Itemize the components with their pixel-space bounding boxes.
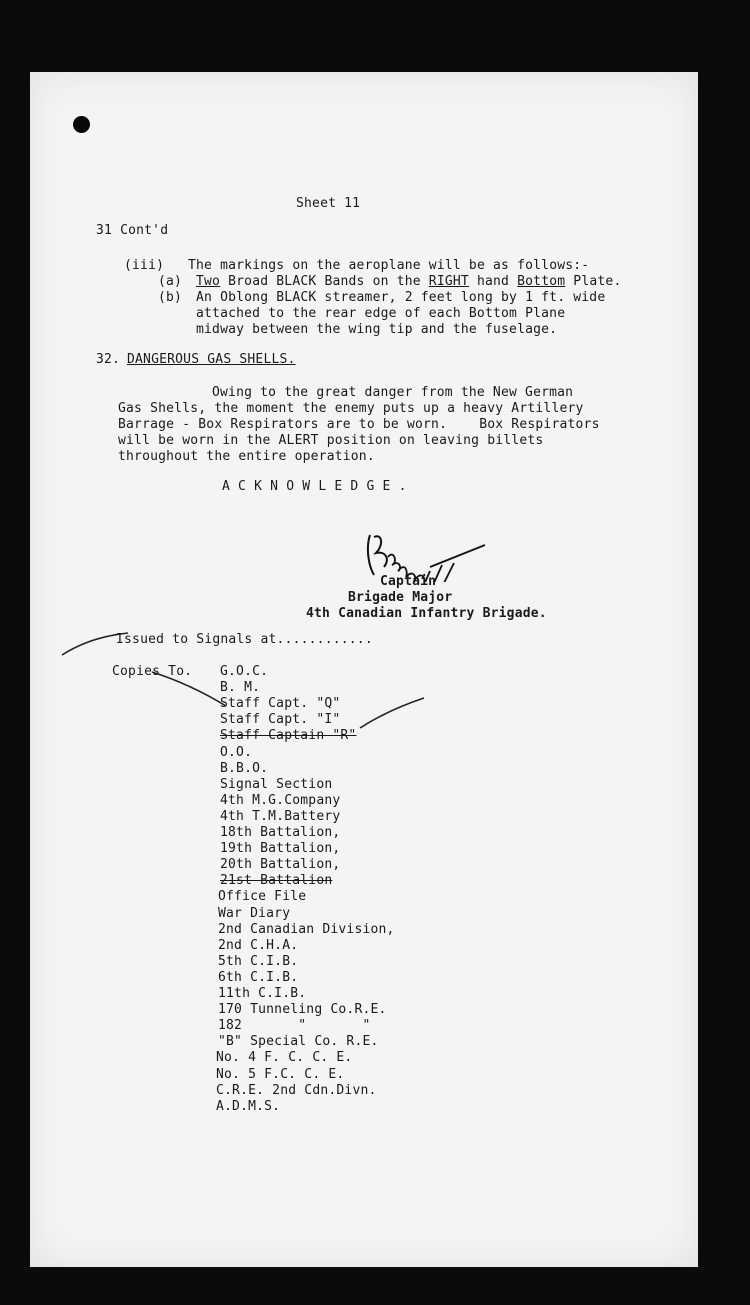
copy-recipient: A.D.M.S. <box>216 1099 281 1114</box>
copy-recipient: War Diary <box>218 906 291 921</box>
signature-unit: 4th Canadian Infantry Brigade. <box>306 606 547 621</box>
copy-recipient: Signal Section <box>220 777 333 792</box>
document-sheet <box>30 72 698 1267</box>
copy-recipient: G.O.C. <box>220 664 269 679</box>
continuation-label: 31 Cont'd <box>96 223 169 238</box>
copy-recipient: B. M. <box>220 680 261 695</box>
sheet-label: Sheet 11 <box>296 196 361 211</box>
item-b-line: midway between the wing tip and the fuselage. <box>196 322 558 337</box>
copy-recipient: 170 Tunneling Co.R.E. <box>218 1002 387 1017</box>
copy-recipient: 18th Battalion, <box>220 825 341 840</box>
item-a-part: Bottom <box>517 274 566 289</box>
copy-recipient: B.B.O. <box>220 761 269 776</box>
signature-role: Brigade Major <box>348 590 453 605</box>
copy-recipient: 11th C.I.B. <box>218 986 307 1001</box>
item-a-part: Bands on the <box>316 274 429 289</box>
copy-recipient: No. 4 F. C. C. E. <box>216 1050 353 1065</box>
item-a-part: RIGHT <box>428 274 469 289</box>
item-b-line: An Oblong BLACK streamer, 2 feet long by 1 ft. wide <box>196 290 606 305</box>
copy-recipient: 21st Battalion <box>220 873 333 888</box>
copy-recipient: "B" Special Co. R.E. <box>218 1034 379 1049</box>
item-a-part: Two <box>196 274 221 289</box>
item-b-line: attached to the rear edge of each Bottom Plane <box>196 306 566 321</box>
section-32-number: 32. <box>96 352 121 367</box>
pencil-mark <box>60 627 130 657</box>
copy-recipient: Staff Capt. "Q" <box>220 696 341 711</box>
item-a-label: (a) <box>158 274 183 289</box>
copy-recipient: 19th Battalion, <box>220 841 341 856</box>
copy-recipient: 4th M.G.Company <box>220 793 341 808</box>
section-32-line: Owing to the great danger from the New German <box>212 385 574 400</box>
copy-recipient: Staff Capt. "I" <box>220 712 341 727</box>
item-a-part: Broad <box>220 274 277 289</box>
copy-recipient: 6th C.I.B. <box>218 970 299 985</box>
item-a-part: hand <box>468 274 518 289</box>
copy-recipient: Staff Captain "R" <box>220 728 357 743</box>
acknowledge-line: A C K N O W L E D G E . <box>222 479 407 494</box>
copy-recipient: 4th T.M.Battery <box>220 809 341 824</box>
item-a-part: BLACK <box>276 274 317 289</box>
section-32-line: Barrage - Box Respirators are to be worn. Box Respirators <box>118 417 600 432</box>
copy-recipient: 20th Battalion, <box>220 857 341 872</box>
copy-recipient: Office File <box>218 889 307 904</box>
signature-rank: Captain <box>380 574 437 589</box>
item-iii-text: The markings on the aeroplane will be as follows:- <box>188 258 590 273</box>
copy-recipient: 5th C.I.B. <box>218 954 299 969</box>
item-a-part: Plate. <box>565 274 622 289</box>
section-32-line: will be worn in the ALERT position on leaving billets <box>118 433 544 448</box>
section-32-heading: DANGEROUS GAS SHELLS. <box>127 352 296 367</box>
pencil-mark <box>150 670 230 710</box>
punch-hole <box>73 116 90 133</box>
copies-label: Copies To. <box>112 664 193 679</box>
issued-to-signals: Issued to Signals at............ <box>116 632 373 647</box>
item-b-label: (b) <box>158 290 183 305</box>
copy-recipient: No. 5 F.C. C. E. <box>216 1067 345 1082</box>
pencil-mark <box>358 696 428 730</box>
copy-recipient: 2nd Canadian Division, <box>218 922 395 937</box>
copy-recipient: 2nd C.H.A. <box>218 938 299 953</box>
copy-recipient: C.R.E. 2nd Cdn.Divn. <box>216 1083 377 1098</box>
item-iii-number: (iii) <box>124 258 165 273</box>
item-a-text <box>196 274 621 290</box>
section-32-line: throughout the entire operation. <box>118 449 375 464</box>
copy-recipient: 182 " " <box>218 1018 371 1033</box>
section-32-line: Gas Shells, the moment the enemy puts up a heavy Artillery <box>118 401 584 416</box>
copy-recipient: O.O. <box>220 745 253 760</box>
